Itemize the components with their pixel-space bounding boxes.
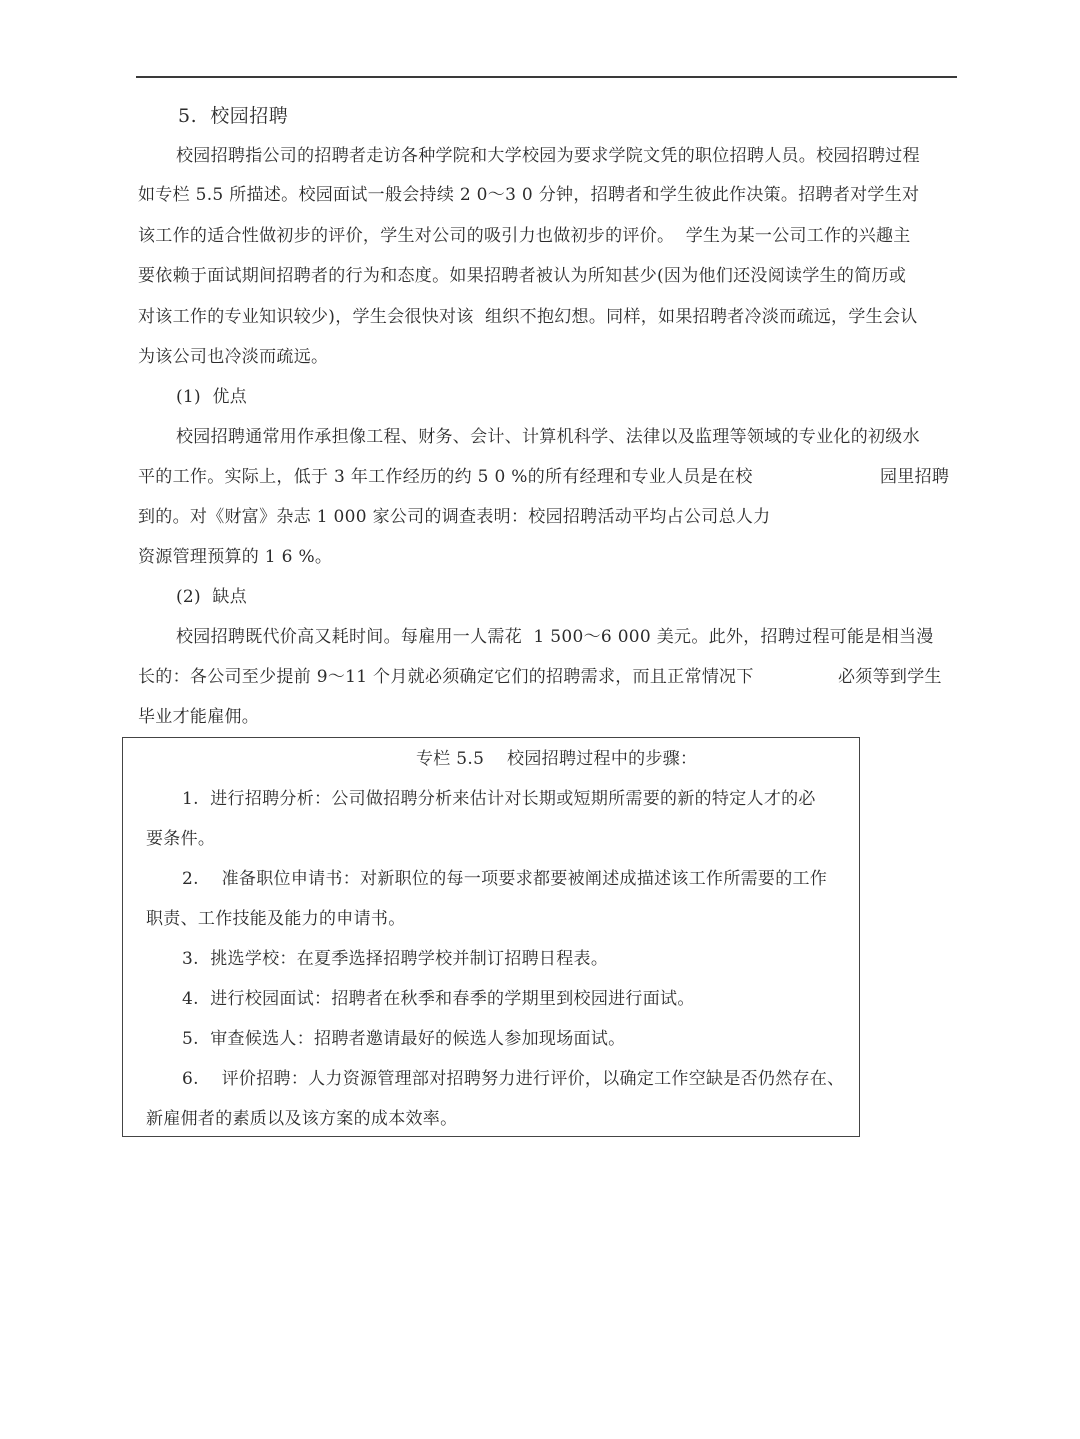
sidebar-step-line: 2. 准备职位申请书：对新职位的每一项要求都要被阐述成描述该工作所需要的工作 bbox=[182, 869, 828, 889]
disadvantages-line: 毕业才能雇佣。 bbox=[138, 707, 260, 727]
paragraph-line: 为该公司也冷淡而疏远。 bbox=[138, 347, 329, 367]
section-heading: 5. 校园招聘 bbox=[178, 105, 289, 127]
paragraph-line: 要依赖于面试期间招聘者的行为和态度。如果招聘者被认为所知甚少(因为他们还没阅读学生的简历或 bbox=[138, 266, 907, 286]
paragraph-line: 如专栏 5.5 所描述。校园面试一般会持续 2 0～3 0 分钟，招聘者和学生彼此作决策。招聘者对学生对 bbox=[138, 185, 920, 205]
sidebar-step-line: 6. 评价招聘：人力资源管理部对招聘努力进行评价，以确定工作空缺是否仍然存在、 bbox=[182, 1069, 845, 1089]
disadvantages-line-tail: 必须等到学生 bbox=[838, 667, 942, 687]
disadvantages-heading: (2) 缺点 bbox=[176, 587, 247, 607]
paragraph-line: 该工作的适合性做初步的评价，学生对公司的吸引力也做初步的评价。 学生为某一公司工作的兴趣主 bbox=[138, 226, 911, 246]
advantages-line: 校园招聘通常用作承担像工程、财务、会计、计算机科学、法律以及监理等领域的专业化的初级水 bbox=[176, 427, 920, 447]
header-rule bbox=[136, 76, 957, 78]
disadvantages-line: 校园招聘既代价高又耗时间。每雇用一人需花 1 500～6 000 美元。此外，招聘过程可能是相当漫 bbox=[176, 627, 934, 647]
paragraph-line: 对该工作的专业知识较少)，学生会很快对该 组织不抱幻想。同样，如果招聘者冷淡而疏远，学生会认 bbox=[138, 307, 918, 327]
sidebar-step-line: 新雇佣者的素质以及该方案的成本效率。 bbox=[146, 1109, 458, 1129]
sidebar-step-line: 3. 挑选学校：在夏季选择招聘学校并制订招聘日程表。 bbox=[182, 949, 609, 969]
advantages-line: 平的工作。实际上，低于 3 年工作经历的约 5 0 %的所有经理和专业人员是在校 bbox=[138, 467, 753, 487]
sidebar-step-line: 1. 进行招聘分析：公司做招聘分析来估计对长期或短期所需要的新的特定人才的必 bbox=[182, 789, 816, 809]
sidebar-step-line: 要条件。 bbox=[146, 829, 216, 849]
sidebar-step-line: 4. 进行校园面试：招聘者在秋季和春季的学期里到校园进行面试。 bbox=[182, 989, 695, 1009]
disadvantages-line: 长的：各公司至少提前 9～11 个月就必须确定它们的招聘需求，而且正常情况下 bbox=[138, 667, 754, 687]
paragraph-line: 校园招聘指公司的招聘者走访各种学院和大学校园为要求学院文凭的职位招聘人员。校园招聘过程 bbox=[176, 146, 920, 166]
sidebar-step-line: 5. 审查候选人：招聘者邀请最好的候选人参加现场面试。 bbox=[182, 1029, 626, 1049]
sidebar-box-title: 专栏 5.5 校园招聘过程中的步骤： bbox=[416, 749, 698, 769]
advantages-line: 到的。对《财富》杂志 1 000 家公司的调查表明：校园招聘活动平均占公司总人力 bbox=[138, 507, 771, 527]
advantages-line: 资源管理预算的 1 6 %。 bbox=[138, 547, 333, 567]
advantages-line-tail: 园里招聘 bbox=[880, 467, 950, 487]
sidebar-step-line: 职责、工作技能及能力的申请书。 bbox=[146, 909, 406, 929]
advantages-heading: (1) 优点 bbox=[176, 387, 247, 407]
